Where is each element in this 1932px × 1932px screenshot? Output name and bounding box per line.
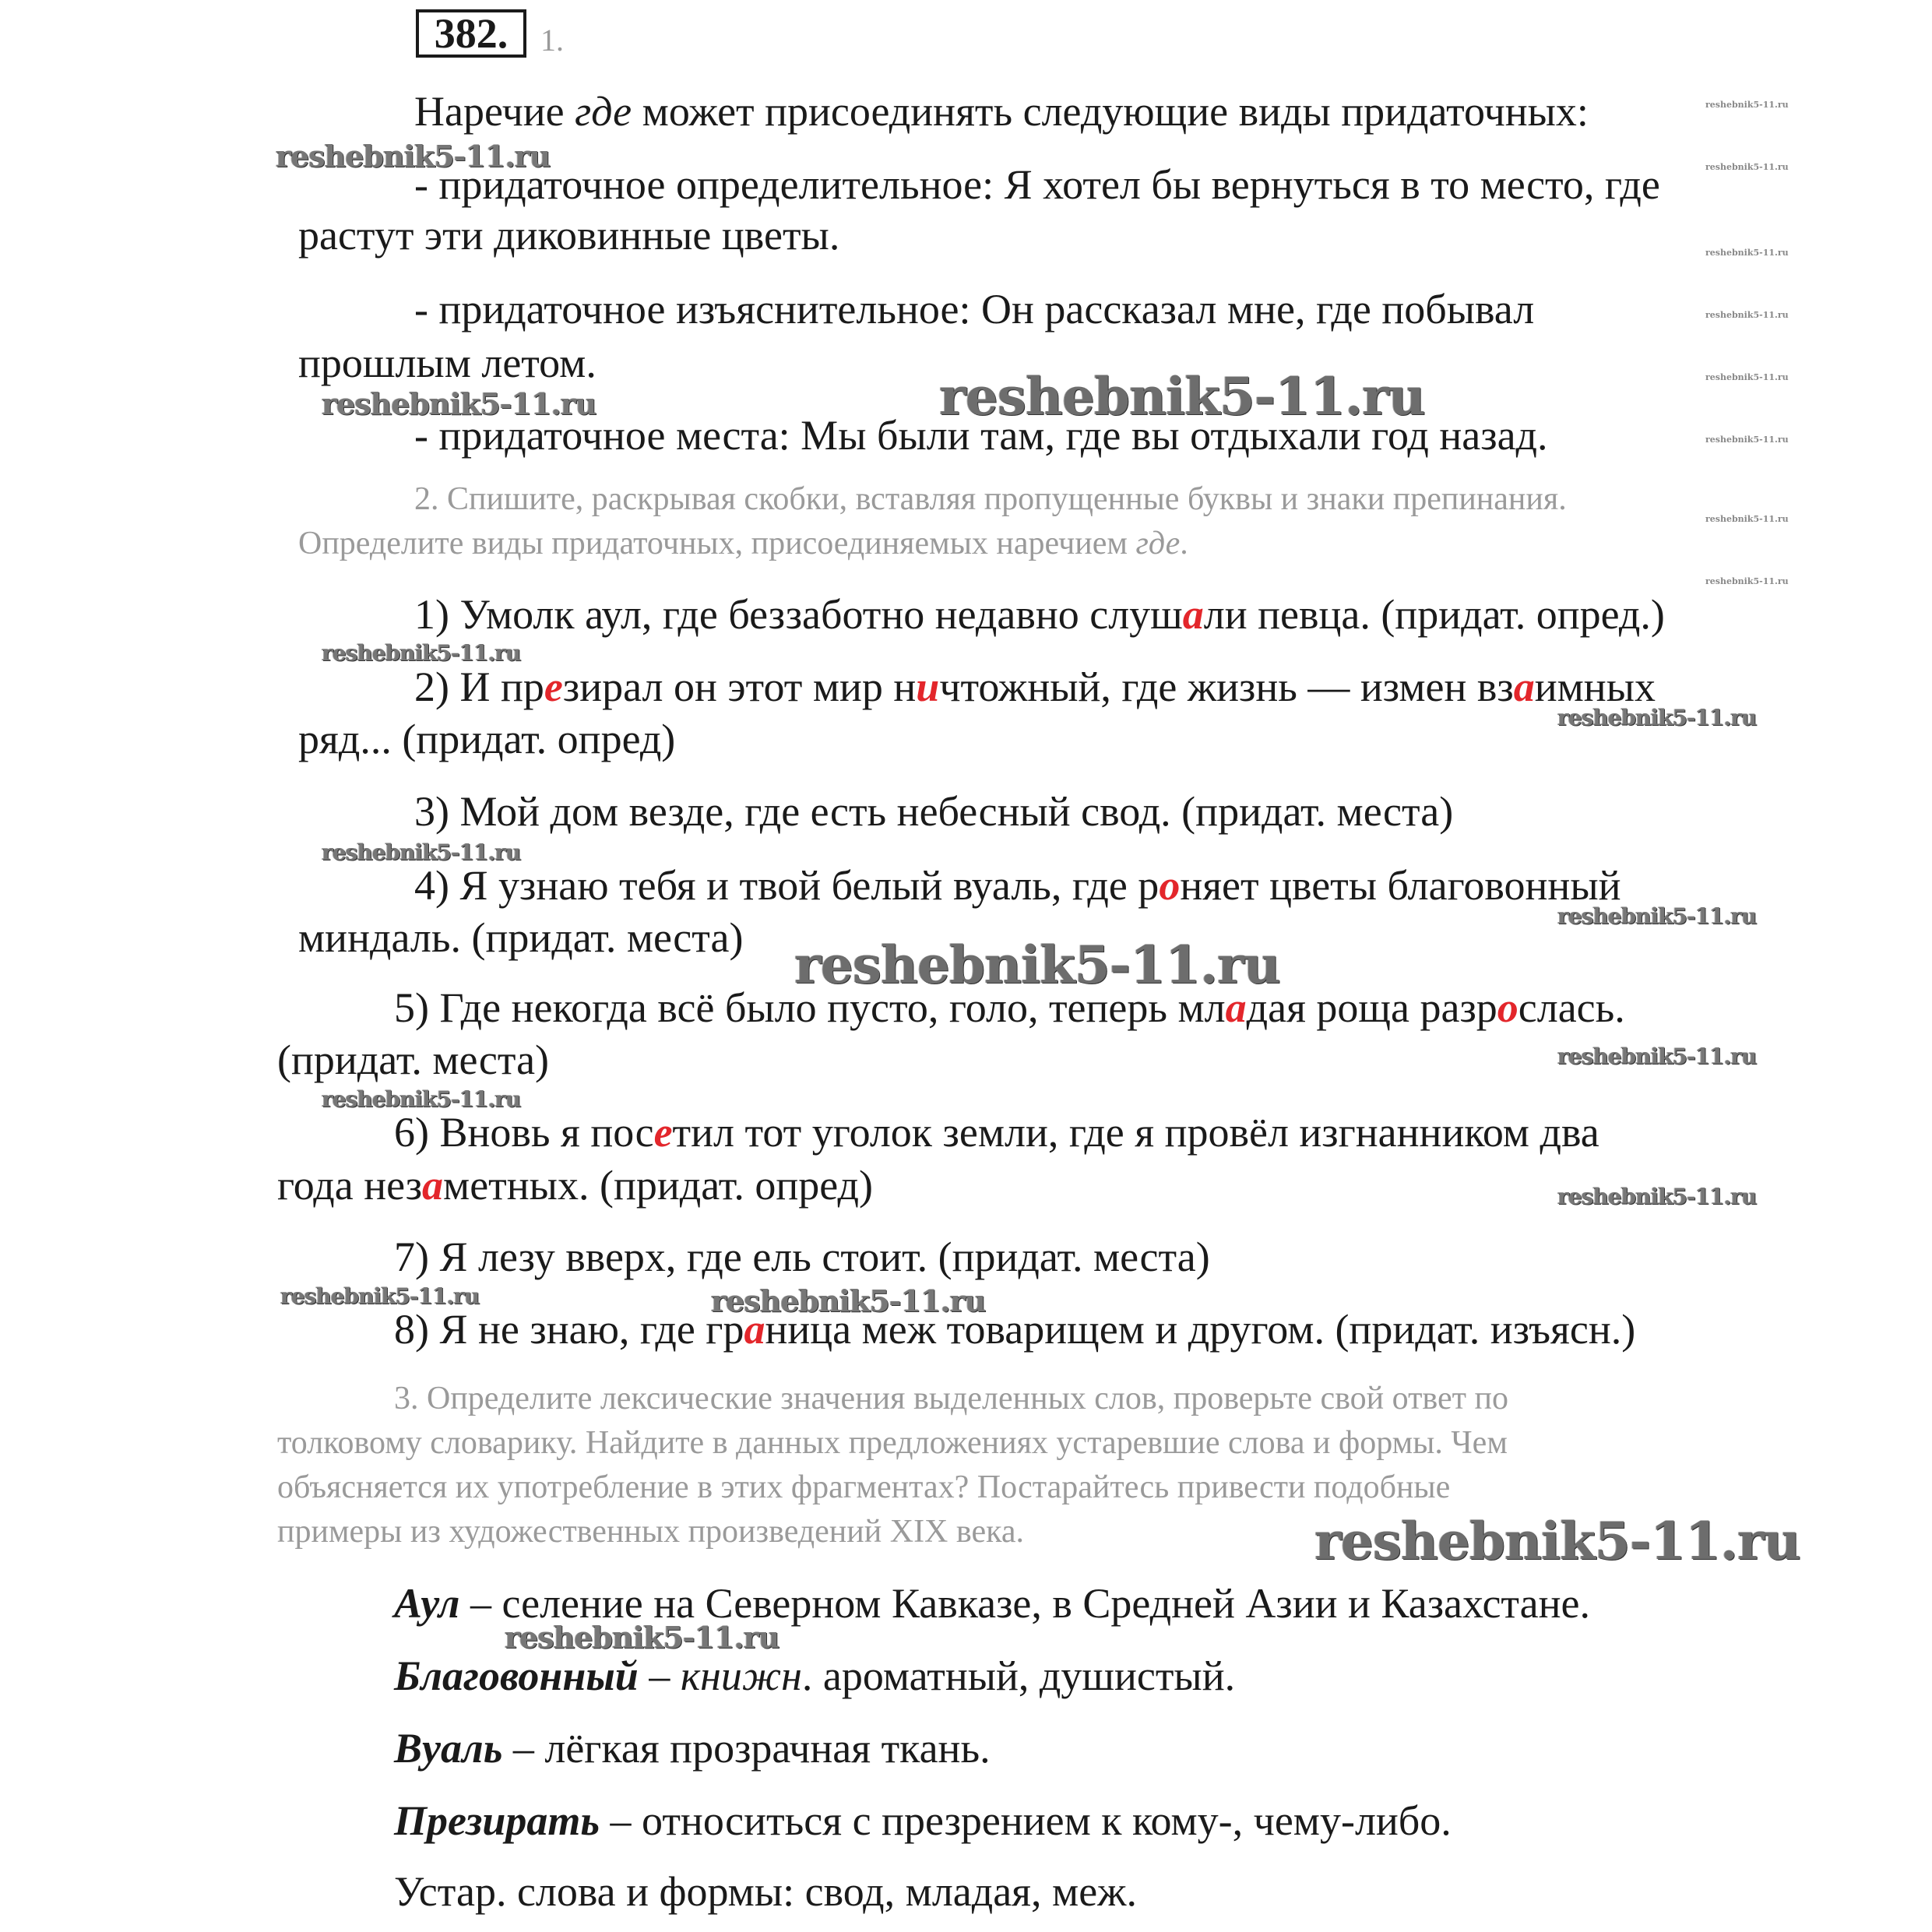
sentence-5-line2: (придат. места)	[277, 1036, 550, 1083]
sentence-2-line2: ряд... (придат. опред)	[298, 716, 676, 762]
definition-prezirat: Презирать – относиться с презрением к кому-, чему-либо.	[394, 1797, 1452, 1844]
exercise-number: 382.	[416, 9, 526, 58]
sentence-8: 8) Я не знаю, где граница меж товарищем и другом. (придат. изъясн.)	[394, 1306, 1636, 1353]
task3-line4: примеры из художественных произведений XIX века.	[277, 1514, 1025, 1550]
task2-line1: 2. Спишите, раскрывая скобки, вставляя пропущенные буквы и знаки препинания.	[414, 481, 1567, 517]
watermark-logo: reshebnik5-11.ru	[1314, 1511, 1800, 1571]
sentence-5-line1: 5) Где некогда всё было пусто, голо, теперь младая роща разрослась.	[394, 984, 1625, 1031]
watermark-logo: reshebnik5-11.ru	[322, 839, 521, 865]
subtask-number: 1.	[540, 23, 564, 58]
watermark-logo: reshebnik5-11.ru	[1705, 310, 1789, 320]
type-attributive-line2: растут эти диковинные цветы.	[298, 212, 840, 259]
watermark-logo: reshebnik5-11.ru	[276, 139, 551, 174]
intro-line: Наречие где может присоединять следующие виды придаточных:	[414, 88, 1589, 135]
sentence-6-line1: 6) Вновь я посетил тот уголок земли, где я провёл изгнанником два	[394, 1109, 1599, 1156]
watermark-logo: reshebnik5-11.ru	[505, 1620, 779, 1655]
obsolete-words-line: Устар. слова и формы: свод, младая, меж.	[394, 1868, 1137, 1915]
watermark-logo: reshebnik5-11.ru	[939, 366, 1425, 427]
watermark-logo: reshebnik5-11.ru	[1705, 248, 1789, 258]
watermark-logo: reshebnik5-11.ru	[1705, 435, 1789, 445]
watermark-logo: reshebnik5-11.ru	[1557, 705, 1757, 730]
watermark-logo: reshebnik5-11.ru	[1557, 1043, 1757, 1069]
definition-aul: Аул – селение на Северном Кавказе, в Средней Азии и Казахстане.	[394, 1580, 1591, 1627]
sentence-2-line1: 2) И презирал он этот мир ничтожный, где жизнь — измен взаимных	[414, 663, 1656, 710]
type-explanatory-line2: прошлым летом.	[298, 340, 596, 386]
sentence-3: 3) Мой дом везде, где есть небесный свод. (придат. места)	[414, 788, 1454, 835]
task2-line2: Определите виды придаточных, присоединяемых наречием где.	[298, 526, 1188, 561]
watermark-logo: reshebnik5-11.ru	[1705, 162, 1789, 172]
sentence-4-line2: миндаль. (придат. места)	[298, 914, 744, 961]
watermark-logo: reshebnik5-11.ru	[1705, 372, 1789, 382]
sentence-4-line1: 4) Я узнаю тебя и твой белый вуаль, где роняет цветы благовонный	[414, 862, 1621, 909]
task3-line3: объясняется их употребление в этих фрагментах? Постарайтесь привести подобные	[277, 1469, 1451, 1505]
watermark-logo: reshebnik5-11.ru	[1705, 100, 1789, 110]
definition-vual: Вуаль – лёгкая прозрачная ткань.	[394, 1725, 991, 1772]
task3-line1: 3. Определите лексические значения выделенных слов, проверьте свой ответ по	[394, 1381, 1508, 1416]
watermark-logo: reshebnik5-11.ru	[280, 1283, 480, 1309]
type-attributive-line1: - придаточное определительное: Я хотел бы вернуться в то место, где	[414, 161, 1660, 208]
sentence-1: 1) Умолк аул, где беззаботно недавно слушали певца. (придат. опред.)	[414, 591, 1665, 638]
watermark-logo: reshebnik5-11.ru	[322, 1086, 521, 1112]
watermark-logo: reshebnik5-11.ru	[1557, 1184, 1757, 1209]
task3-line2: толковому словарику. Найдите в данных предложениях устаревшие слова и формы. Чем	[277, 1425, 1508, 1461]
type-place-line: - придаточное места: Мы были там, где вы отдыхали год назад.	[414, 412, 1548, 459]
watermark-logo: reshebnik5-11.ru	[711, 1283, 986, 1318]
watermark-logo: reshebnik5-11.ru	[794, 934, 1280, 995]
type-explanatory-line1: - придаточное изъяснительное: Он рассказал мне, где побывал	[414, 286, 1535, 333]
sentence-7: 7) Я лезу вверх, где ель стоит. (придат. места)	[394, 1233, 1210, 1280]
watermark-logo: reshebnik5-11.ru	[322, 386, 596, 421]
watermark-logo: reshebnik5-11.ru	[1705, 514, 1789, 524]
sentence-6-line2: года незаметных. (придат. опред)	[277, 1162, 873, 1209]
watermark-logo: reshebnik5-11.ru	[1557, 903, 1757, 929]
watermark-logo: reshebnik5-11.ru	[1705, 576, 1789, 586]
definition-blagovonny: Благовонный – книжн. ароматный, душистый.	[394, 1652, 1236, 1699]
watermark-logo: reshebnik5-11.ru	[322, 640, 521, 666]
